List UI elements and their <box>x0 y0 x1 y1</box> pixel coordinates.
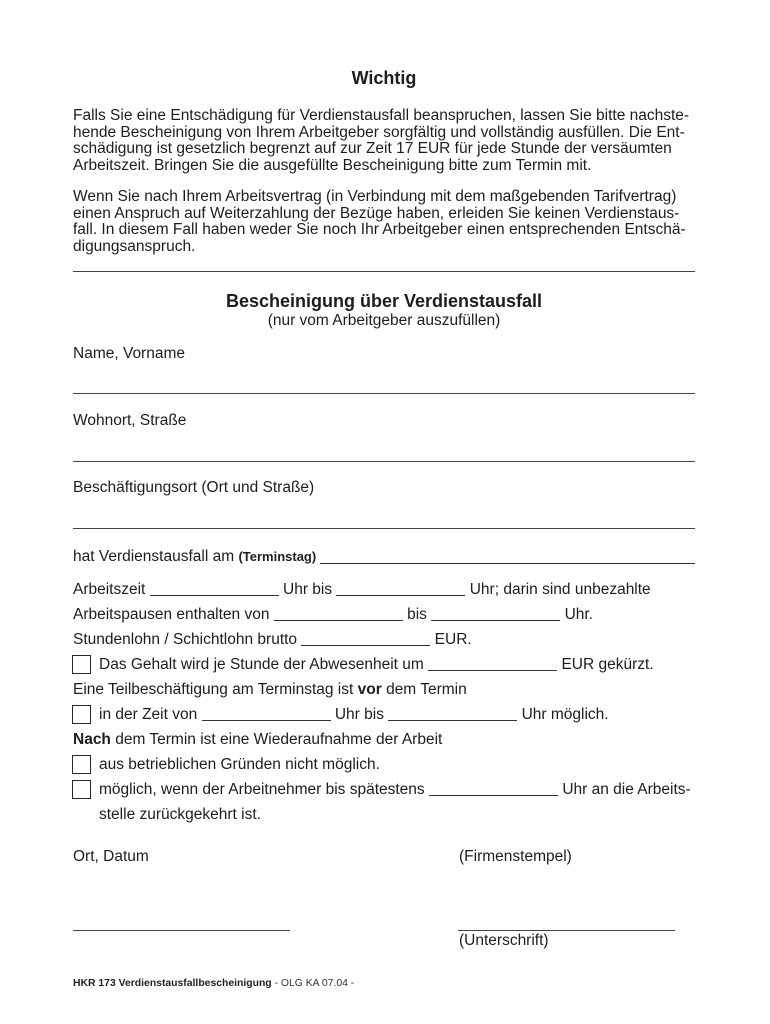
part-time-before-text-after: dem Termin <box>386 681 467 698</box>
salary-reduction-suffix: EUR gekürzt. <box>561 656 654 673</box>
notice-paragraph-line: Arbeitszeit. Bringen Sie die ausgefüllte Bescheinigung bitte zum Termin mit. <box>73 156 592 174</box>
breaks-row <box>73 602 695 627</box>
wage-suffix: EUR. <box>434 631 472 648</box>
notice-paragraph-line: Wenn Sie nach Ihrem Arbeitsvertrag (in Verbindung mit dem maßgebenden Tarifvertrag) <box>73 188 677 205</box>
loss-date-label-group <box>73 544 316 569</box>
wage-field[interactable] <box>301 645 430 646</box>
resumption-emphasis: Nach <box>73 731 111 748</box>
resumption-possible-row <box>73 777 695 802</box>
part-time-before-emphasis: vor <box>357 681 382 698</box>
working-hours-row <box>73 577 695 602</box>
resumption-possible-label: möglich, wenn der Arbeitnehmer bis spätestens <box>99 781 425 798</box>
breaks-label: Arbeitspausen enthalten von <box>73 606 270 623</box>
part-time-window-label: in der Zeit von <box>99 706 198 723</box>
part-time-window-start-field[interactable] <box>202 720 331 721</box>
court-reference: - OLG KA 07.04 - <box>274 978 355 989</box>
notice-paragraph-line: hende Bescheinigung von Ihrem Arbeitgeber sorgfältig und vollständig ausfüllen. Die Ent- <box>73 123 685 141</box>
breaks-end-field[interactable] <box>431 620 560 621</box>
signature-label: (Unterschrift) <box>459 932 549 949</box>
place-date-label: Ort, Datum <box>73 848 149 865</box>
notice-paragraph-line: Falls Sie eine Entschädigung für Verdienstausfall beanspruchen, lassen Sie bitte nachste- <box>73 107 690 124</box>
certificate-title: Bescheinigung über Verdienstausfall <box>225 291 543 311</box>
resumption-text: dem Termin ist eine Wiederaufnahme der Arbeit <box>115 731 443 748</box>
breaks-start-field[interactable] <box>274 620 403 621</box>
notice-paragraph-line: digungsanspruch. <box>73 237 196 255</box>
loss-date-row <box>73 544 695 569</box>
salary-reduction-amount-field[interactable] <box>428 670 557 671</box>
resumption-impossible-label: aus betrieblichen Gründen nicht möglich. <box>99 756 380 773</box>
form-footer <box>73 977 354 991</box>
name-label: Name, Vorname <box>73 345 185 362</box>
part-time-window-suffix: Uhr möglich. <box>521 706 609 723</box>
salary-reduction-checkbox[interactable] <box>72 655 91 674</box>
residence-label: Wohnort, Straße <box>73 412 187 429</box>
working-hours-end-field[interactable] <box>336 595 465 596</box>
signature-field[interactable] <box>458 930 675 931</box>
section-divider <box>73 271 695 272</box>
form-id: HKR 173 Verdienstausfallbescheinigung <box>73 978 272 989</box>
notice-paragraph-line: schädigung ist gesetzlich begrenzt auf zur Zeit 17 EUR für jede Stunde der versäumten <box>73 140 672 158</box>
workplace-label: Beschäftigungsort (Ort und Straße) <box>73 479 315 496</box>
place-date-field[interactable] <box>73 930 290 931</box>
notice-paragraph-line: fall. In diesem Fall haben weder Sie noch Ihr Arbeitgeber einen entsprechenden Entschä- <box>73 221 686 239</box>
breaks-until-label: bis <box>407 606 427 623</box>
wage-label: Stundenlohn / Schichtlohn brutto <box>73 631 298 648</box>
notice-paragraph-1 <box>73 108 695 174</box>
salary-reduction-label: Das Gehalt wird je Stunde der Abwesenheit um <box>99 656 424 673</box>
resumption-row <box>73 727 695 752</box>
resumption-possible-suffix: Uhr an die Arbeits- <box>562 781 691 798</box>
wage-row <box>73 627 695 652</box>
resumption-impossible-checkbox[interactable] <box>72 755 91 774</box>
working-hours-start-field[interactable] <box>150 595 279 596</box>
resumption-deadline-field[interactable] <box>429 795 558 796</box>
notice-paragraph-2 <box>73 189 695 255</box>
part-time-before-text: Eine Teilbeschäftigung am Terminstag ist <box>73 681 354 698</box>
part-time-window-end-field[interactable] <box>388 720 517 721</box>
working-hours-until-label: Uhr bis <box>283 581 333 598</box>
details-block <box>73 577 695 827</box>
notice-paragraph-line: einen Anspruch auf Weiterzahlung der Bezüge haben, erleiden Sie keinen Verdienstaus- <box>73 204 680 222</box>
certificate-subtitle: (nur vom Arbeitgeber auszufüllen) <box>267 312 501 329</box>
loss-date-hint: (Terminstag) <box>238 549 317 564</box>
resumption-possible-continuation: stelle zurückgekehrt ist. <box>99 806 261 823</box>
resumption-possible-continuation-row <box>73 802 695 827</box>
breaks-suffix: Uhr. <box>564 606 593 623</box>
salary-reduction-row <box>73 652 695 677</box>
loss-date-field[interactable] <box>320 563 695 564</box>
resumption-possible-checkbox[interactable] <box>72 780 91 799</box>
resumption-impossible-row <box>73 752 695 777</box>
part-time-window-until-label: Uhr bis <box>334 706 384 723</box>
loss-date-label: hat Verdienstausfall am <box>73 548 235 565</box>
company-stamp-label: (Firmenstempel) <box>459 848 572 865</box>
part-time-window-row <box>73 702 695 727</box>
name-field[interactable] <box>73 393 695 394</box>
working-hours-label: Arbeitszeit <box>73 581 146 598</box>
part-time-before-row <box>73 677 695 702</box>
notice-title: Wichtig <box>351 68 417 88</box>
part-time-window-checkbox[interactable] <box>72 705 91 724</box>
residence-field[interactable] <box>73 461 695 462</box>
working-hours-suffix: Uhr; darin sind unbezahlte <box>469 581 651 598</box>
workplace-field[interactable] <box>73 528 695 529</box>
